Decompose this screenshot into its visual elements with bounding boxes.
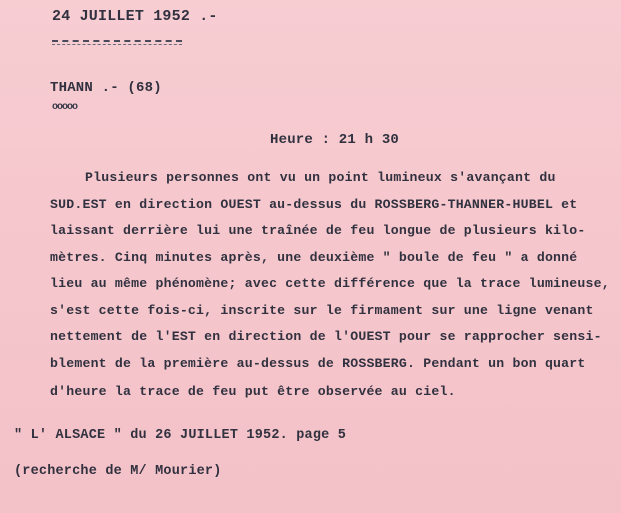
body-line-7: nettement de l'EST en direction de l'OUEST pour se rapprocher sensi-: [50, 329, 602, 344]
event-time: Heure : 21 h 30: [270, 132, 400, 148]
body-line-4: mètres. Cinq minutes après, une deuxième " boule de feu " a donné: [50, 250, 578, 265]
location-heading: THANN .- (68): [50, 80, 162, 96]
document-date: 24 JUILLET 1952 .-: [52, 8, 218, 25]
date-underline: [52, 40, 182, 42]
date-underline-second: [52, 44, 182, 45]
source-citation: " L' ALSACE " du 26 JUILLET 1952. page 5: [14, 428, 347, 443]
location-underline: ooooo: [52, 102, 78, 113]
body-line-1: Plusieurs personnes ont vu un point lumineux s'avançant du: [85, 170, 556, 185]
body-line-5: lieu au même phénomène; avec cette différence que la trace lumineuse,: [50, 276, 610, 291]
body-line-3: laissant derrière lui une traînée de feu longue de plusieurs kilo-: [50, 223, 586, 238]
body-line-9: d'heure la trace de feu put être observée au ciel.: [50, 384, 456, 399]
body-line-6: s'est cette fois-ci, inscrite sur le firmament sur une ligne venant: [50, 303, 594, 318]
body-line-2: SUD.EST en direction OUEST au-dessus du ROSSBERG-THANNER-HUBEL et: [50, 197, 578, 212]
body-line-8: blement de la première au-dessus de ROSSBERG. Pendant un bon quart: [50, 356, 586, 371]
research-credit: (recherche de M/ Mourier): [14, 464, 222, 479]
